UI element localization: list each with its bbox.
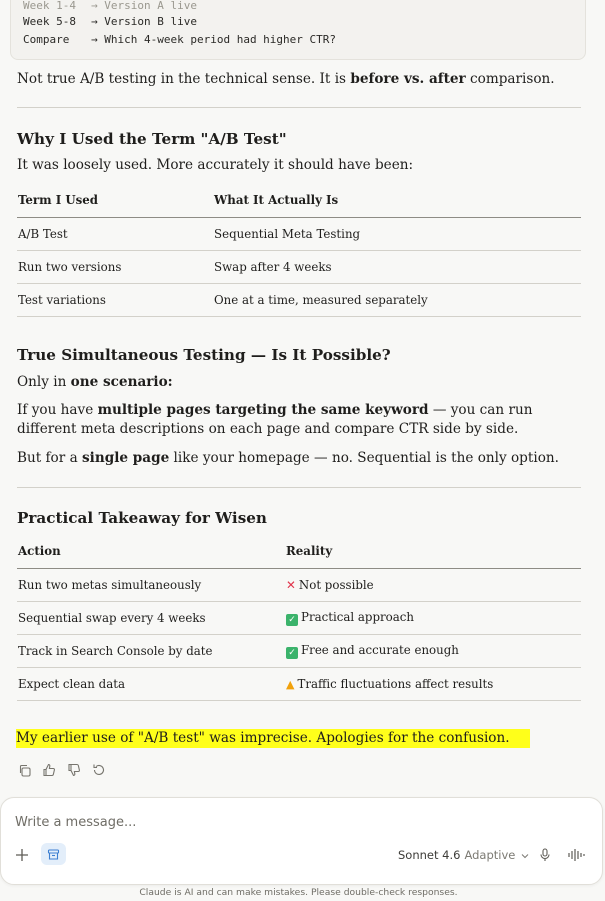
table-cell: Sequential Meta Testing: [213, 217, 581, 250]
table-cell: Sequential swap every 4 weeks: [17, 601, 285, 634]
table-row: [17, 568, 581, 601]
code-block: [10, 0, 586, 60]
takeaway-table: [17, 535, 581, 701]
check-mark-icon: ✓: [286, 614, 298, 626]
model-selector[interactable]: [398, 848, 529, 862]
table-row: [17, 250, 581, 283]
message-actions: [16, 762, 107, 778]
table-cell: Track in Search Console by date: [17, 634, 285, 667]
table-row: [17, 634, 581, 667]
table-row: [17, 217, 581, 250]
plus-icon: [15, 848, 29, 862]
thumbs-up-icon[interactable]: [41, 762, 57, 778]
cross-mark-icon: ✕: [286, 577, 296, 592]
waveform-icon: [567, 848, 585, 862]
table-cell: ✕ Not possible: [285, 568, 581, 601]
section2-p3: But for a single page like your homepage — no. Sequential is the only option.: [17, 450, 559, 466]
thumbs-down-icon[interactable]: [66, 762, 82, 778]
table-cell: Swap after 4 weeks: [213, 250, 581, 283]
section1-text: It was loosely used. More accurately it should have been:: [17, 157, 414, 173]
message-input[interactable]: Write a message...: [15, 815, 137, 830]
table-row: [17, 283, 581, 316]
voice-mode-button[interactable]: [567, 847, 585, 866]
table-header: Term I Used: [17, 184, 213, 217]
table-cell: ✓ Practical approach: [285, 601, 581, 634]
model-mode: Adaptive: [464, 848, 516, 862]
table-header: Action: [17, 535, 285, 568]
code-line: Week 5-8 → Version B live: [23, 15, 197, 28]
table-cell: ✓ Free and accurate enough: [285, 634, 581, 667]
table-cell: Run two versions: [17, 250, 213, 283]
section2-p2: If you have multiple pages targeting the same keyword — you can run different meta descriptions on each page and compare CTR side by side.: [17, 402, 533, 437]
add-attachment-button[interactable]: [15, 846, 29, 867]
microphone-button[interactable]: [539, 847, 551, 866]
disclaimer: Claude is AI and can make mistakes. Please double-check responses.: [139, 887, 458, 898]
chevron-down-icon: [521, 853, 529, 859]
table-cell: Test variations: [17, 283, 213, 316]
table-cell: ▲ Traffic fluctuations affect results: [285, 667, 581, 700]
copy-icon[interactable]: [16, 762, 32, 778]
microphone-icon: [539, 848, 551, 862]
message-composer: [0, 797, 603, 885]
section-heading-ab-test: Why I Used the Term "A/B Test": [17, 130, 287, 148]
retry-icon[interactable]: [91, 762, 107, 778]
table-header-row: [17, 184, 581, 217]
archive-icon: [47, 848, 60, 861]
section-heading-simultaneous: True Simultaneous Testing — Is It Possible?: [17, 346, 391, 364]
table-cell: One at a time, measured separately: [213, 283, 581, 316]
closing-note: My earlier use of "A/B test" was imprecise. Apologies for the confusion.: [16, 729, 530, 748]
table-header: Reality: [285, 535, 581, 568]
divider: [17, 107, 581, 108]
tools-button[interactable]: [41, 843, 66, 865]
table-header: What It Actually Is: [213, 184, 581, 217]
table-cell: A/B Test: [17, 217, 213, 250]
section-heading-takeaway: Practical Takeaway for Wisen: [17, 509, 267, 527]
table-cell: Expect clean data: [17, 667, 285, 700]
table-header-row: [17, 535, 581, 568]
divider: [17, 487, 581, 488]
code-line: Week 1-4 → Version A live: [23, 0, 197, 12]
check-mark-icon: ✓: [286, 647, 298, 659]
table-cell: Run two metas simultaneously: [17, 568, 285, 601]
terms-table: [17, 184, 581, 317]
table-row: [17, 667, 581, 700]
warning-icon: ▲: [286, 677, 295, 691]
table-row: [17, 601, 581, 634]
intro-paragraph: Not true A/B testing in the technical sense. It is before vs. after comparison.: [17, 71, 555, 87]
code-line: Compare → Which 4-week period had higher CTR?: [23, 33, 337, 46]
section2-p1: Only in one scenario:: [17, 374, 173, 390]
model-name: Sonnet 4.6: [398, 848, 461, 862]
